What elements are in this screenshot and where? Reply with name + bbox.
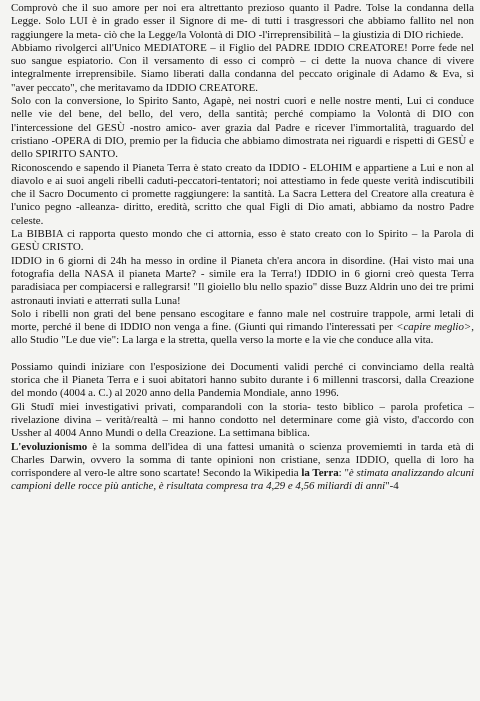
paragraph-emphasis: <capire meglio> bbox=[396, 321, 472, 334]
paragraph-text: Riconoscendo e sapendo il Pianeta Terra è stato creato da IDDIO - ELOHIM e appartiene a Lui e non al diavolo e ai suoi angeli ribelli caduti-peccatori-tentatori; noi attestiamo in fede queste verità indiscutibili che il Sacro Documento ci promette raggiungere: la santità. La Sacra Lettera del Creatore alla creatura è l'unico pegno -alleanza- diritto, eredità, scritto che qual Figli di Dio amati, abbiamo da nostro Padre celeste. bbox=[11, 161, 474, 227]
paragraph-pianeta-terra bbox=[11, 162, 474, 228]
paragraph-documenti bbox=[11, 361, 474, 401]
paragraph-text: , allo Studio "Le due vie": La larga e la stretta, quella verso la morte e la vie che conduce alla vita. bbox=[11, 321, 474, 347]
paragraph-sei-giorni bbox=[11, 255, 474, 308]
paragraph-mediatore bbox=[11, 42, 474, 95]
paragraph-text: IDDIO in 6 giorni di 24h ha messo in ordine il Pianeta ch'era ancora in disordine. (Hai visto mai una fotografia della NASA il pianeta Marte? - simile era la Terra!) IDDIO in 6 giorni creò questa Terra paradisiaca per compiacersi e rallegrarsi! "Il gioiello blu nello spazio" disse Buzz Aldrin uno dei tre primi astronauti inviati e atterrati sulla Luna! bbox=[11, 254, 474, 307]
paragraph-text: Possiamo quindi iniziare con l'esposizione dei Documenti validi perché ci convinciamo della realtà storica che il Pianeta Terra e i suoi abitatori hanno subito durante i 6 millenni trascorsi, dalla Creazione del mondo (4004 a. C.) al 2020 anno della Pandemia Mondiale, anno 1996. bbox=[11, 360, 474, 400]
term-la-terra: la Terra bbox=[301, 467, 339, 480]
paragraph-conversione bbox=[11, 95, 474, 161]
paragraph-text: La BIBBIA ci rapporta questo mondo che ci attornia, esso è stato creato con lo Spirito – la Parola di GESÙ CRISTO. bbox=[11, 228, 474, 254]
paragraph-text: è la somma dell'idea di una fattesi umanità o scienza provemiemti in tarda età di Charles Darwin, ovvero la somma di tante opinioni non cristiane, senza IDDIO, quella di loro ha corrispondere al vero-le altre sono scartate! Secondo la Wikipedia bbox=[11, 440, 474, 480]
paragraph-spacer bbox=[11, 348, 474, 361]
paragraph-text: : " bbox=[338, 467, 349, 480]
footnote-ref: "-4 bbox=[385, 480, 399, 493]
paragraph-text: Solo i ribelli non grati del bene pensano escogitare e fanno male nel costruire trappole, armi letali di morte, perché il bene di IDDIO non venga a fine. (Giunti qui rimando l'interessati per bbox=[11, 307, 474, 334]
paragraph-ribelli bbox=[11, 308, 474, 348]
paragraph-text: Abbiamo rivolgerci all'Unico MEDIATORE – il Figlio del PADRE IDDIO CREATORE! Porre fede nel suo sangue espiatorio. Con il versamento di esso ci comprò – ci dette la nuova chance di vivere integralmente irreprensibile. Siamo liberati dalla condanna del peccato originale di Adamo & Eva, sì "aver peccato", che meritavamo da IDDIO CREATORE. bbox=[11, 41, 474, 94]
paragraph-bibbia bbox=[11, 228, 474, 255]
paragraph-evoluzionismo bbox=[11, 441, 474, 494]
paragraph-text: Comprovò che il suo amore per noi era altrettanto prezioso quanto il Padre. Tolse la condanna della Legge. Solo LUI è in grado esser il Signore di me- di tutti i trasgressori che abbiamo fallito nel non raggiungere la meta- ciò che la Legge/la Volontà di DIO -l'irreprensibilità – la giustizia di DIO richiede. bbox=[11, 2, 474, 41]
paragraph-legge bbox=[11, 2, 474, 42]
term-evoluzionismo: L'evoluzionismo bbox=[11, 440, 88, 453]
paragraph-text: Gli Studî miei investigativi privati, comparandoli con la storia- testo biblico – parola profetica – rivelazione divina – verità/realtà – mi hanno condotto nel determinare come già visto, d'accordo con Ussher al 4004 Anno Mundi o della Creazione. La settimana biblica. bbox=[11, 400, 474, 440]
wikipedia-quote: è stimata analizzando alcuni campioni delle rocce più antiche, è risultata compresa tra 4,29 e 4,56 miliardi di anni bbox=[11, 467, 474, 493]
paragraph-text: Solo con la conversione, lo Spirito Santo, Agapè, nei nostri cuori e nelle nostre menti, Lui ci conduce nelle vie del bene, del bello, del vero, della santità; perché compiamo la Volontà di DIO con l'intercessione del GESÙ -nostro amico- aver grazia dal Padre e ricever l'immortalità, traguardo del cristiano -OPERA di DIO, premio per la fiducia che abbiamo dimostrata nei riguardi e rispetti di GESÙ e dello SPIRITO SANTO. bbox=[11, 95, 474, 161]
paragraph-studi bbox=[11, 401, 474, 441]
